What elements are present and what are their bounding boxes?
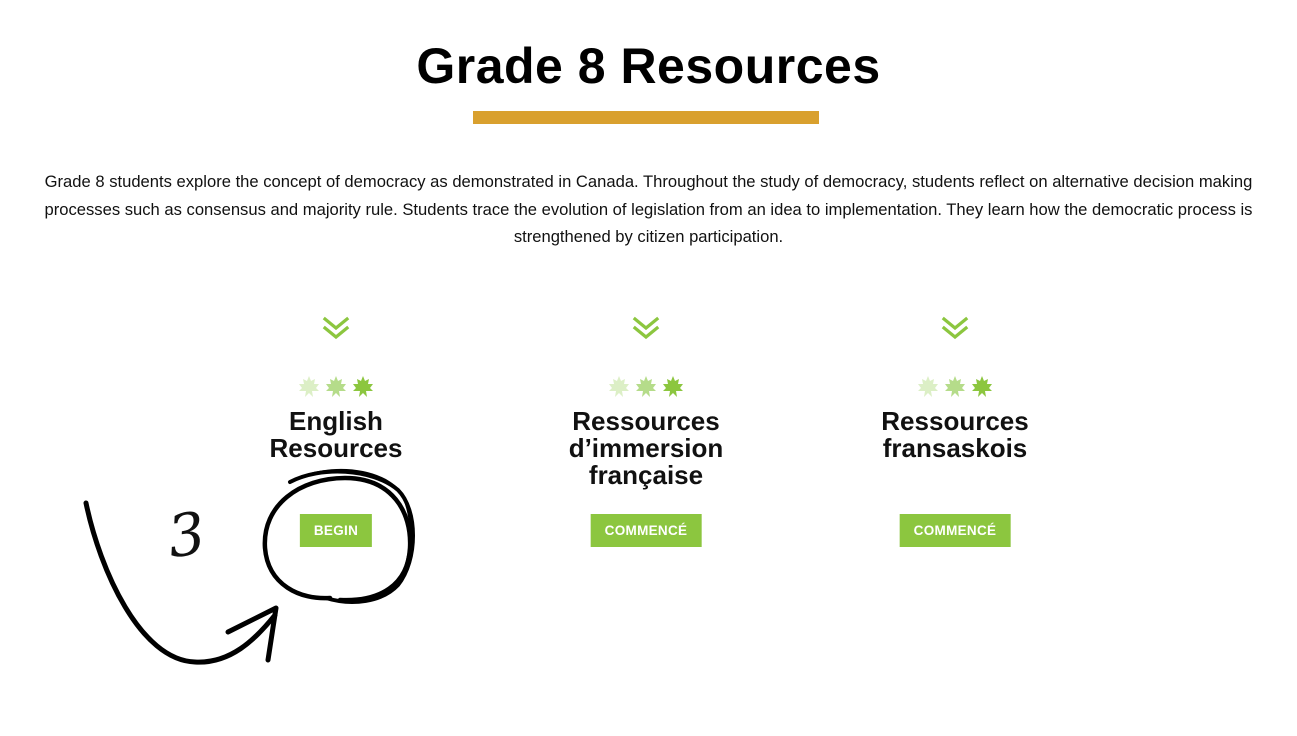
card-title-line: Ressources bbox=[881, 406, 1029, 436]
resource-card-english bbox=[221, 314, 451, 538]
maple-leaves-icon bbox=[606, 374, 686, 400]
resource-card-french-immersion bbox=[531, 314, 761, 538]
chevron-down-double-icon bbox=[631, 314, 661, 344]
card-title bbox=[221, 408, 451, 462]
resource-card-fransaskois bbox=[840, 314, 1070, 538]
card-title-line: English bbox=[289, 406, 383, 436]
card-title-line: d’immersion bbox=[568, 433, 724, 463]
card-title-line: Resources bbox=[269, 433, 403, 463]
annotation-step-number: 3 bbox=[163, 498, 210, 572]
card-title bbox=[840, 408, 1070, 462]
card-title-line: fransaskois bbox=[882, 433, 1028, 463]
commence-button-immersion[interactable]: COMMENCÉ bbox=[591, 514, 702, 547]
maple-leaves-icon bbox=[296, 374, 376, 400]
maple-leaves-icon bbox=[915, 374, 995, 400]
chevron-down-double-icon bbox=[321, 314, 351, 344]
commence-button-fransaskois[interactable]: COMMENCÉ bbox=[900, 514, 1011, 547]
begin-button[interactable]: BEGIN bbox=[300, 514, 372, 547]
page-description: Grade 8 students explore the concept of democracy as demonstrated in Canada. Throughout the study of democracy, students reflect on alternative decision making processes such as consensus and majority rule. Students trace the evolution of legislation from an idea to implementation. They learn how the democratic process is strengthened by citizen participation. bbox=[44, 172, 1253, 246]
page-title: Grade 8 Resources bbox=[416, 38, 881, 94]
title-underline bbox=[473, 111, 819, 124]
chevron-down-double-icon bbox=[940, 314, 970, 344]
card-title-line: Ressources bbox=[572, 406, 720, 436]
card-title bbox=[531, 408, 761, 489]
card-title-line: française bbox=[588, 460, 704, 490]
